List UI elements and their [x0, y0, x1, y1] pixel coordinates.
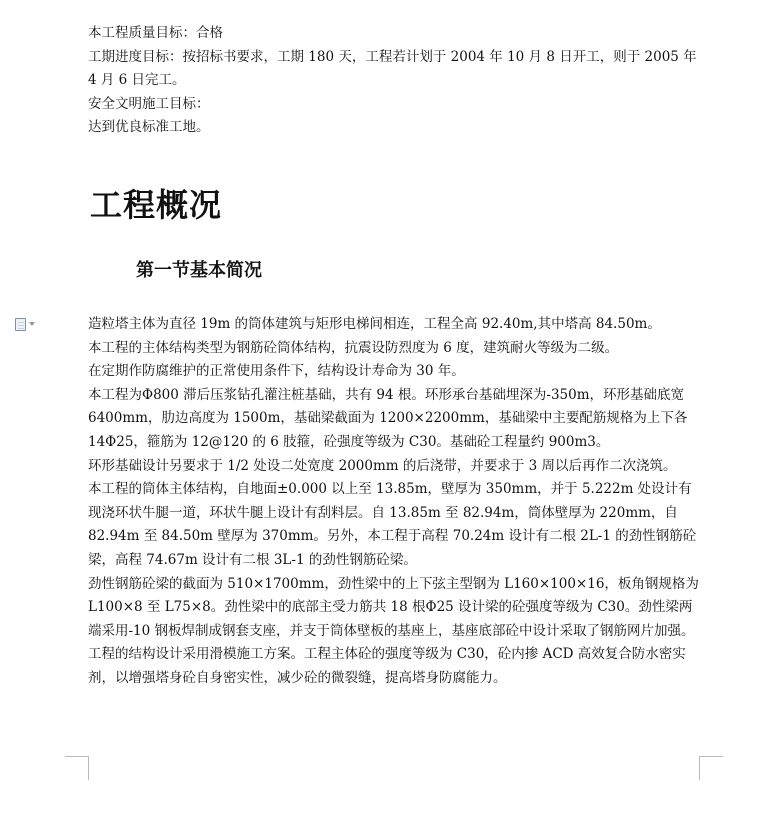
chapter-heading: 工程概况 [90, 186, 223, 224]
safety-goal: 达到优良标准工地。 [88, 119, 210, 136]
body-paragraph: 造粒塔主体为直径 19m 的筒体建筑与矩形电梯间相连，工程全高 92.40m,其中塔高 84.50m。 [88, 316, 661, 332]
project-goals [88, 22, 700, 140]
quality-goal: 本工程质量目标：合格 [88, 25, 223, 41]
page-corner-mark-left [65, 756, 89, 780]
safety-goal-label: 安全文明施工目标： [88, 95, 210, 112]
document-icon [15, 318, 26, 331]
section-title: 第一节基本简况 [136, 260, 262, 281]
body-paragraph: 本工程为Φ800 滞后压浆钻孔灌注桩基础，共有 94 根。环形承台基础埋深为-350m，环形基础底宽 6400mm，肋边高度为 1500m，基础梁截面为 1200×2200mm，基础梁中主要配筋规格为上下各 14Φ25，箍筋为 12@120 的 6 肢箍，砼强度等级为 C30。基础砼工程量约 900m3。 [88, 386, 688, 450]
body-paragraph: 本工程的筒体主体结构，自地面±0.000 以上至 13.85m，壁厚为 350mm，并于 5.222m 处设计有现浇环状牛腿一道，环状牛腿上设计有刮料层。自 13.85m 至 82.94m，筒体壁厚为 220mm，自 82.94m 至 84.50m 壁厚为 370mm。另外，本工程于高程 70.24m 设计有二根 2L-1 的劲性钢筋砼梁，高程 74.67m 设计有二根 3L-1 的劲性钢筋砼梁。 [88, 481, 697, 568]
body-paragraph: 环形基础设计另要求于 1/2 处设二处宽度 2000mm 的后浇带，并要求于 3 周以后再作二次浇筑。 [88, 457, 677, 474]
paragraph-options-button[interactable] [15, 316, 45, 332]
body-paragraph: 劲性钢筋砼梁的截面为 510×1700mm，劲性梁中的上下弦主型钢为 L160×100×16，板角钢规格为 L100×8 至 L75×8。劲性梁中的底部主受力筋共 18 根Φ25 设计梁的砼强度等级为 C30。劲性梁两端采用-10 钢板焊制成钢套支座，并支于筒体壁板的基座上，基座底部砼中设计采取了钢筋网片加强。 [88, 575, 699, 639]
body-paragraph: 工程的结构设计采用滑模施工方案。工程主体砼的强度等级为 C30，砼内掺 ACD 高效复合防水密实剂，以增强塔身砼自身密实性，减少砼的微裂缝，提高塔身防腐能力。 [88, 646, 686, 686]
chevron-down-icon [29, 322, 35, 326]
body-paragraph: 本工程的主体结构类型为钢筋砼筒体结构，抗震设防烈度为 6 度，建筑耐火等级为二级。 [88, 339, 619, 356]
overview-body [88, 313, 700, 691]
page-corner-mark-right [699, 756, 723, 780]
schedule-goal: 工期进度目标：按招标书要求，工期 180 天，工程若计划于 2004 年 10 月 8 日开工，则于 2005 年 4 月 6 日完工。 [88, 48, 697, 89]
body-paragraph: 在定期作防腐维护的正常使用条件下，结构设计寿命为 30 年。 [88, 363, 465, 380]
